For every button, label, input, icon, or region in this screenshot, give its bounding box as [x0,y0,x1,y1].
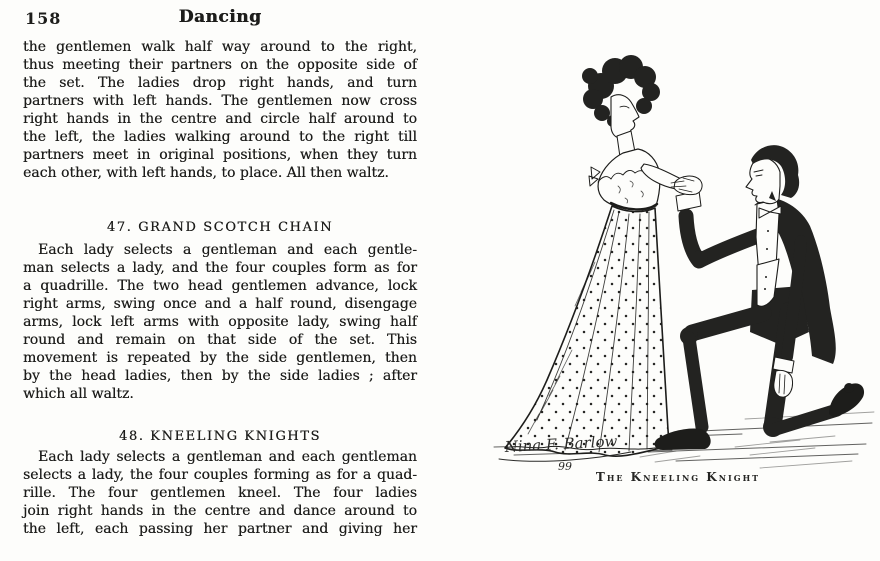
section-48-paragraph [23,448,417,538]
section-heading-47: 47. GRAND SCOTCH CHAIN [106,220,334,235]
signature-text: Nina F. Barlow [504,432,618,456]
running-title: Dancing [178,7,262,27]
text-line: which all waltz. [23,386,134,402]
text-line: the set. The ladies drop right hands, and turn [23,75,417,91]
man-face [746,158,780,204]
text-line: right arms, swing once and a half round, disengage [23,296,417,312]
illustration-caption: The Kneeling Knight [595,470,761,484]
text-line: thus meeting their partners on the opposite side of [23,57,417,73]
woman-figure [505,55,695,456]
text-line: arms, lock left arms with opposite lady, swing half [23,314,417,330]
woman-face [611,95,639,138]
text-line: by the head ladies, then by the side ladies ; after [23,368,417,384]
front-shin [689,338,702,427]
signature-year: 99 [558,460,572,473]
text-line: the gentlemen walk half way around to the right, [23,39,417,55]
text-line: rille. The four gentlemen kneel. The four ladies [23,485,417,501]
text-line: partners meet in original positions, when they turn [23,147,417,163]
text-line: join right hands in the centre and dance around to [23,503,417,519]
continuation-paragraph [23,38,417,182]
man-figure [655,145,864,450]
text-line: Each lady selects a gentleman and each gentleman [38,449,417,465]
text-line: movement is repeated by the side gentlemen, then [23,350,417,366]
man-right-hand [774,370,793,397]
section-47-paragraph [23,241,417,403]
text-line: Each lady selects a gentleman and each gentle- [38,242,417,258]
text-line: the left, the ladies walking around to the right till [23,129,417,145]
text-column [23,38,417,538]
skirt [505,206,668,456]
text-line: each other, with left hands, to place. All then waltz. [23,165,389,181]
text-line: man selects a lady, and the four couples form as for [23,260,417,276]
text-line: selects a lady, the four couples forming as for a quad- [23,467,417,483]
section-heading-48: 48. KNEELING KNIGHTS [118,429,322,444]
text-line: partners with left hands. The gentlemen now cross [23,93,417,109]
lower-leg [776,410,837,429]
text-line: round and remain on that side of the set. This [23,332,417,348]
kneeling-knight-illustration [480,36,880,473]
text-line: a quadrille. The two head gentlemen advance, lock [23,278,417,294]
page-number: 158 [25,9,62,28]
text-line: the left, each passing her partner and giving her [23,521,417,537]
text-line: right hands in the centre and circle half around to [23,111,417,127]
